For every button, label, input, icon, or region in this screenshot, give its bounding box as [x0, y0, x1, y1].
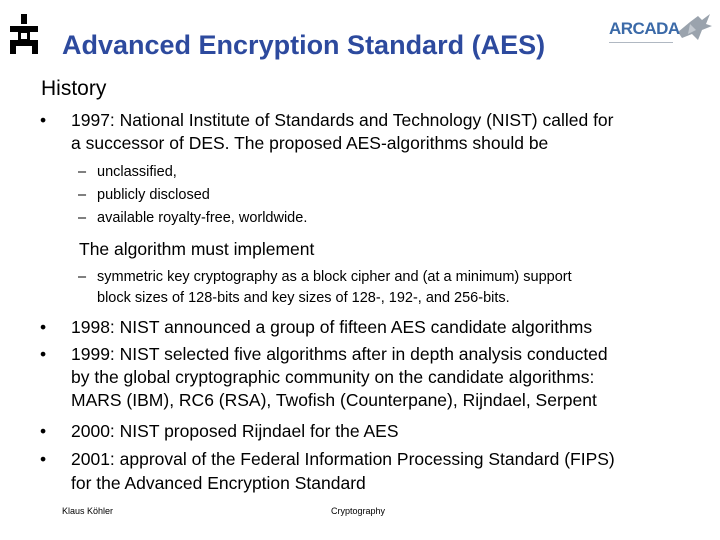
- bullet-line: MARS (IBM), RC6 (RSA), Twofish (Counterpane), Rijndael, Serpent: [71, 390, 597, 410]
- sub-item-text: block sizes of 128-bits and key sizes of 128-, 192-, and 256-bits.: [97, 290, 510, 306]
- bullet-line: a successor of DES. The proposed AES-algorithms should be: [71, 133, 549, 153]
- bullet-line: 2000: NIST proposed Rijndael for the AES: [71, 421, 399, 441]
- sub-item-text: symmetric key cryptography as a block cipher and (at a minimum) support: [97, 269, 572, 285]
- sub-item-text: publicly disclosed: [97, 187, 210, 203]
- footer-topic: Cryptography: [331, 506, 386, 516]
- section-heading: History: [41, 77, 107, 100]
- sub-item-text: unclassified,: [97, 164, 177, 180]
- dash-marker: –: [78, 164, 87, 180]
- bullet-line: 1997: National Institute of Standards and Technology (NIST) called for: [71, 110, 614, 130]
- bullet-line: by the global cryptographic community on the candidate algorithms:: [71, 367, 595, 387]
- bullet-line: for the Advanced Encryption Standard: [71, 473, 366, 493]
- bullet-marker: •: [40, 317, 47, 337]
- bullet-line: 1998: NIST announced a group of fifteen AES candidate algorithms: [71, 317, 593, 337]
- institution-logo-icon: [8, 14, 40, 54]
- dash-marker: –: [78, 187, 87, 203]
- footer-author: Klaus Köhler: [62, 506, 114, 516]
- bullet-marker: •: [40, 110, 47, 130]
- continuation-text: The algorithm must implement: [79, 239, 315, 259]
- bullet-line: 1999: NIST selected five algorithms after in depth analysis conducted: [71, 344, 608, 364]
- sub-item-text: available royalty-free, worldwide.: [97, 210, 308, 226]
- slide-title: Advanced Encryption Standard (AES): [62, 30, 546, 60]
- bullet-marker: •: [40, 449, 47, 469]
- bullet-marker: •: [40, 421, 47, 441]
- bullet-line: 2001: approval of the Federal Information Processing Standard (FIPS): [71, 449, 615, 469]
- dash-marker: –: [78, 269, 87, 285]
- arcada-logo-text: ARCADA: [609, 19, 680, 38]
- dash-marker: –: [78, 210, 87, 226]
- bullet-marker: •: [40, 344, 47, 364]
